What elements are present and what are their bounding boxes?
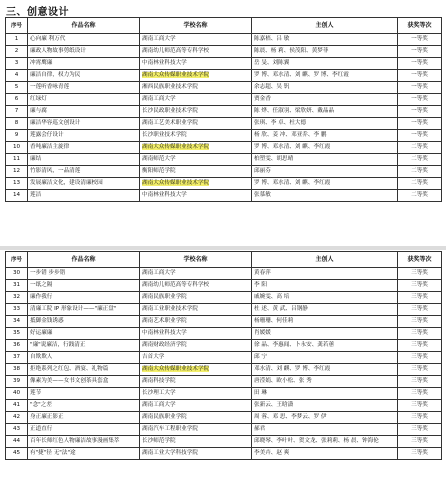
cell-seq: 14: [6, 190, 28, 202]
cell-work: 清廉工院 IP 形象设计——"廉正盘": [28, 304, 140, 316]
cell-seq: 42: [6, 412, 28, 424]
cell-school: 长沙师范学院: [140, 436, 252, 448]
header-school: 学校名称: [140, 252, 252, 268]
cell-school: 湖南工商大学: [140, 268, 252, 280]
cell-school: 湖南幼儿师范高等专科学校: [140, 46, 252, 58]
table-row: [6, 94, 442, 106]
table-row: [6, 352, 442, 364]
cell-school: 衡阳师范学院: [140, 166, 252, 178]
cell-school: 长沙职业技术学院: [140, 130, 252, 142]
cell-seq: 32: [6, 292, 28, 304]
cell-creators: 邓水清、刘 麒、罗 博、李红霞: [252, 364, 398, 376]
cell-creators: 邱晓琴、李叶叶、贺文龙、张莉莉、杨 晨、钟海伦: [252, 436, 398, 448]
awards-table-upper: [5, 17, 442, 202]
cell-work: 百年长师红色人物廉洁故事漫画集萃: [28, 436, 140, 448]
cell-seq: 37: [6, 352, 28, 364]
table-row: [6, 142, 442, 154]
cell-seq: 5: [6, 82, 28, 94]
cell-seq: 44: [6, 436, 28, 448]
cell-work: 像素为美——女书文创茶具套盒: [28, 376, 140, 388]
cell-work: 有"捷"径 无"法"途: [28, 448, 140, 460]
cell-seq: 11: [6, 154, 28, 166]
table-row: [6, 448, 442, 460]
cell-seq: 36: [6, 340, 28, 352]
cell-award: 二等奖: [398, 142, 442, 154]
cell-seq: 34: [6, 316, 28, 328]
cell-award: 三等奖: [398, 292, 442, 304]
cell-school: 湖南工艺美术职业学院: [140, 118, 252, 130]
cell-creators: 余志超、吴 钒: [252, 82, 398, 94]
table-body-lower: [6, 268, 442, 460]
cell-school: 湖南民族职业学院: [140, 292, 252, 304]
cell-award: 三等奖: [398, 448, 442, 460]
cell-work: 好运廉廉: [28, 328, 140, 340]
cell-award: 一等奖: [398, 106, 442, 118]
cell-school: 湖南大众传媒职业技术学院: [140, 364, 252, 376]
cell-award: 二等奖: [398, 190, 442, 202]
cell-work: 拒绝系列之红包、酒宴、礼物篇: [28, 364, 140, 376]
cell-creators: 戚婉雯、高 培: [252, 292, 398, 304]
cell-seq: 45: [6, 448, 28, 460]
cell-work: 廉洁自律，权力为民: [28, 70, 140, 82]
table-row: [6, 82, 442, 94]
cell-school: 湘西民族职业技术学院: [140, 82, 252, 94]
cell-seq: 6: [6, 94, 28, 106]
cell-creators: 黄春萍: [252, 268, 398, 280]
cell-award: 一等奖: [398, 82, 442, 94]
cell-award: 三等奖: [398, 400, 442, 412]
table-row: [6, 328, 442, 340]
table-row: [6, 106, 442, 118]
cell-seq: 33: [6, 304, 28, 316]
cell-creators: 田 琳: [252, 388, 398, 400]
table-row: [6, 190, 442, 202]
cell-seq: 12: [6, 166, 28, 178]
cell-work: 莲露会仔设计: [28, 130, 140, 142]
cell-creators: 肖媛媛: [252, 328, 398, 340]
table-row: [6, 46, 442, 58]
cell-work: 廉政人物故事剪纸设计: [28, 46, 140, 58]
table-row: [6, 280, 442, 292]
cell-creators: 柏塑雯、胡思晴: [252, 154, 398, 166]
cell-seq: 4: [6, 70, 28, 82]
cell-creators: 岳 旻、刘陈翼: [252, 58, 398, 70]
awards-table-lower: [5, 251, 442, 460]
header-creators: 主创人: [252, 18, 398, 34]
cell-award: 三等奖: [398, 352, 442, 364]
section-title: 三、创意设计: [6, 7, 69, 18]
cell-work: 身正廉正影正: [28, 412, 140, 424]
cell-award: 三等奖: [398, 340, 442, 352]
cell-work: 一步错 步步错: [28, 268, 140, 280]
cell-seq: 40: [6, 388, 28, 400]
cell-seq: 31: [6, 280, 28, 292]
cell-seq: 8: [6, 118, 28, 130]
cell-work: 抵御金钱诱惑: [28, 316, 140, 328]
cell-school: 湖南工业大学科技学院: [140, 448, 252, 460]
cell-school: 湖南工业职业技术学院: [140, 304, 252, 316]
cell-creators: 罗 博、邓水清、刘 麒、李红霞: [252, 142, 398, 154]
table-row: [6, 70, 442, 82]
cell-creators: 邱丽芬: [252, 166, 398, 178]
table-row: [6, 364, 442, 376]
table-row: [6, 424, 442, 436]
cell-creators: 贾金香: [252, 94, 398, 106]
table-row: [6, 130, 442, 142]
table-row: [6, 268, 442, 280]
cell-seq: 35: [6, 328, 28, 340]
cell-award: 三等奖: [398, 304, 442, 316]
table-row: [6, 340, 442, 352]
cell-seq: 38: [6, 364, 28, 376]
cell-school: 湖南幼儿师范高等专科学校: [140, 280, 252, 292]
cell-award: 三等奖: [398, 436, 442, 448]
cell-seq: 41: [6, 400, 28, 412]
cell-award: 一等奖: [398, 70, 442, 82]
table-row: [6, 316, 442, 328]
cell-creators: 李 阳: [252, 280, 398, 292]
cell-school: 中南林业科技大学: [140, 328, 252, 340]
table-row: [6, 388, 442, 400]
cell-award: 三等奖: [398, 268, 442, 280]
table-row: [6, 292, 442, 304]
cell-school: 中南林业科技大学: [140, 190, 252, 202]
cell-creators: 杨珊珊、何佳莉: [252, 316, 398, 328]
cell-seq: 30: [6, 268, 28, 280]
cell-school: 湖南财政经济学院: [140, 340, 252, 352]
header-seq: 序号: [6, 252, 28, 268]
cell-creators: 邱 宁: [252, 352, 398, 364]
cell-award: 三等奖: [398, 328, 442, 340]
table-header-row: [6, 252, 442, 268]
cell-work: "念"之差: [28, 400, 140, 412]
cell-school: 湖南民族职业学院: [140, 412, 252, 424]
cell-creators: 杜 述、黄 武、吕钢静: [252, 304, 398, 316]
cell-creators: 张琪、李 卓、杜大德: [252, 118, 398, 130]
cell-work: 正道直行: [28, 424, 140, 436]
cell-creators: 徐 晶、李惠闻、卜永安、龚若蕙: [252, 340, 398, 352]
header-creators: 主创人: [252, 252, 398, 268]
cell-creators: 罗 博、邓水清、刘 麒、罗 博、李红霞: [252, 70, 398, 82]
cell-work: 自欺欺人: [28, 352, 140, 364]
table-row: [6, 34, 442, 46]
cell-seq: 3: [6, 58, 28, 70]
cell-award: 一等奖: [398, 130, 442, 142]
cell-award: 三等奖: [398, 388, 442, 400]
header-work: 作品名称: [28, 252, 140, 268]
cell-school: 湖南师范大学: [140, 154, 252, 166]
cell-creators: 李美卉、赵 爽: [252, 448, 398, 460]
cell-work: 冲霄鹰廉: [28, 58, 140, 70]
cell-award: 三等奖: [398, 364, 442, 376]
cell-seq: 2: [6, 46, 28, 58]
cell-school: 湖南工商大学: [140, 400, 252, 412]
cell-school: 湖南大众传媒职业技术学院: [140, 178, 252, 190]
cell-work: 莲洁: [28, 190, 140, 202]
cell-award: 三等奖: [398, 280, 442, 292]
cell-seq: 10: [6, 142, 28, 154]
cell-award: 三等奖: [398, 376, 442, 388]
cell-school: 湖南科技学院: [140, 376, 252, 388]
cell-work: 竹影清风，一品清莲: [28, 166, 140, 178]
cell-work: 廉与腐: [28, 106, 140, 118]
cell-award: 三等奖: [398, 316, 442, 328]
cell-creators: 陈晨、杨 莉、侯茂阳、黄梦菲: [252, 46, 398, 58]
cell-work: "廉"说廉洁，行践清正: [28, 340, 140, 352]
cell-award: 二等奖: [398, 178, 442, 190]
cell-school: 长沙理工大学: [140, 388, 252, 400]
cell-work: 发展廉洁文化，建设清廉校园: [28, 178, 140, 190]
cell-award: 一等奖: [398, 34, 442, 46]
cell-award: 一等奖: [398, 46, 442, 58]
cell-creators: 郝君: [252, 424, 398, 436]
cell-work: 廉洁华容巡文创设计: [28, 118, 140, 130]
cell-work: 红绿灯: [28, 94, 140, 106]
table-body-upper: [6, 34, 442, 202]
cell-work: 一纸之隔: [28, 280, 140, 292]
cell-seq: 9: [6, 130, 28, 142]
cell-creators: 罗 博、邓水清、刘 麒、李红霞: [252, 178, 398, 190]
table-row: [6, 154, 442, 166]
table-row: [6, 400, 442, 412]
cell-school: 湖南汽车工程职业学院: [140, 424, 252, 436]
header-award: 获奖等次: [398, 252, 442, 268]
table-row: [6, 166, 442, 178]
table-row: [6, 118, 442, 130]
cell-award: 一等奖: [398, 94, 442, 106]
cell-seq: 1: [6, 34, 28, 46]
table-row: [6, 412, 442, 424]
cell-award: 三等奖: [398, 412, 442, 424]
cell-work: 心向廉 利万代: [28, 34, 140, 46]
cell-seq: 13: [6, 178, 28, 190]
cell-work: 廉结: [28, 154, 140, 166]
cell-school: 湖南工商大学: [140, 34, 252, 46]
cell-award: 一等奖: [398, 118, 442, 130]
table-row: [6, 178, 442, 190]
cell-creators: 唐滢娟、欧小松、张 秀: [252, 376, 398, 388]
cell-seq: 7: [6, 106, 28, 118]
cell-school: 湖南艺术职业学院: [140, 316, 252, 328]
cell-seq: 43: [6, 424, 28, 436]
table-row: [6, 376, 442, 388]
cell-work: 莲节: [28, 388, 140, 400]
cell-school: 湖南大众传媒职业技术学院: [140, 142, 252, 154]
cell-creators: 周 蓉、邓 思、李梦云、罗 伊: [252, 412, 398, 424]
cell-award: 二等奖: [398, 166, 442, 178]
cell-award: 一等奖: [398, 58, 442, 70]
cell-school: 中南林业科技大学: [140, 58, 252, 70]
header-work: 作品名称: [28, 18, 140, 34]
cell-work: 廉作我行: [28, 292, 140, 304]
cell-creators: 张新云、王晗潇: [252, 400, 398, 412]
cell-creators: 陈 烨、任淑羽、梁欣妍、戴晶晶: [252, 106, 398, 118]
cell-work: 一莲听香咏青莲: [28, 82, 140, 94]
cell-creators: 陈嘉梧、吕 敏: [252, 34, 398, 46]
cell-school: 湖南工商大学: [140, 94, 252, 106]
header-seq: 序号: [6, 18, 28, 34]
header-school: 学校名称: [140, 18, 252, 34]
table-header-row: [6, 18, 442, 34]
cell-award: 三等奖: [398, 424, 442, 436]
cell-creators: 张慕敏: [252, 190, 398, 202]
table-row: [6, 304, 442, 316]
cell-award: 二等奖: [398, 154, 442, 166]
cell-creators: 杨 欣、姜 冲、邓亚乔、李 鹏: [252, 130, 398, 142]
cell-seq: 39: [6, 376, 28, 388]
cell-school: 长沙民政职业技术学院: [140, 106, 252, 118]
table-row: [6, 58, 442, 70]
cell-work: 香吨廉洁主旋律: [28, 142, 140, 154]
cell-school: 湖南大众传媒职业技术学院: [140, 70, 252, 82]
page-break: [0, 246, 446, 250]
cell-school: 吉首大学: [140, 352, 252, 364]
table-row: [6, 436, 442, 448]
header-award: 获奖等次: [398, 18, 442, 34]
